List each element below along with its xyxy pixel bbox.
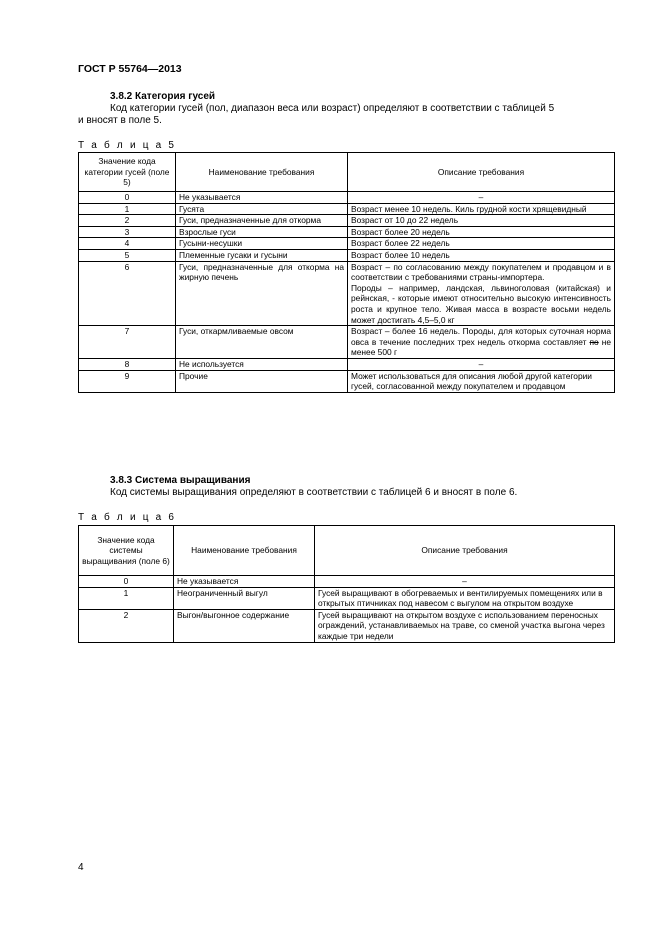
name-cell: Прочие <box>176 370 348 392</box>
desc-cell: – <box>315 576 615 588</box>
name-cell: Не указывается <box>174 576 315 588</box>
table5-header-code: Значение кода категории гусей (поле 5) <box>79 153 176 192</box>
code-cell: 2 <box>79 609 174 642</box>
table-row <box>79 215 615 227</box>
name-cell: Гуси, предназначенные для откорма <box>176 215 348 227</box>
section-heading-3-8-2: 3.8.2 Категория гусей <box>110 91 216 102</box>
section-heading-3-8-3: 3.8.3 Система выращивания <box>110 475 251 486</box>
table6-header-code: Значение кода системы выращивания (поле 6) <box>79 526 174 576</box>
table-row <box>79 358 615 370</box>
page-number: 4 <box>78 862 84 873</box>
name-cell: Гусята <box>176 203 348 215</box>
code-cell: 0 <box>79 576 174 588</box>
standard-designation: ГОСТ Р 55764—2013 <box>78 63 182 75</box>
table-row <box>79 261 615 326</box>
code-cell: 0 <box>79 192 176 204</box>
table6-header-name: Наименование требования <box>174 526 315 576</box>
desc-paragraph: Породы – например, ландская, львиноголовая (китайская) и рейнская, - которые имеют относительно высокую интенсивность роста и крупное тело. Живая масса в возрасте восьми недель может достигать 4,5–5,0 кг <box>351 282 611 325</box>
table5 <box>78 152 615 393</box>
name-cell: Племенные гусаки и гусыни <box>176 249 348 261</box>
name-cell: Неограниченный выгул <box>174 587 315 609</box>
table6-header-desc: Описание требования <box>315 526 615 576</box>
code-cell: 2 <box>79 215 176 227</box>
desc-paragraph: Возраст – по согласованию между покупателем и продавцом и в соответствии с требованиями страны-импортера. <box>351 261 611 283</box>
table-row <box>79 192 615 204</box>
name-cell: Гусыни-несушки <box>176 238 348 250</box>
desc-cell: Может использоваться для описания любой другой категории гусей, согласованной между покупателем и продавцом <box>348 370 615 392</box>
desc-cell <box>348 326 615 359</box>
code-cell: 1 <box>79 203 176 215</box>
struck-text: по <box>589 336 599 347</box>
desc-cell: Возраст более 20 недель <box>348 226 615 238</box>
table5-caption: Т а б л и ц а 5 <box>78 140 177 151</box>
table-row <box>79 249 615 261</box>
code-cell: 1 <box>79 587 174 609</box>
code-cell: 9 <box>79 370 176 392</box>
table6 <box>78 525 615 643</box>
name-cell: Гуси, предназначенные для откорма на жирную печень <box>176 261 348 326</box>
desc-cell: Возраст менее 10 недель. Киль грудной кости хрящевидный <box>348 203 615 215</box>
desc-cell: Возраст более 22 недель <box>348 238 615 250</box>
desc-cell: Гусей выращивают на открытом воздухе с использованием переносных ограждений, устанавливаемых на траве, со сменой участка выгона через каждые три недели <box>315 609 615 642</box>
desc-cell: Возраст от 10 до 22 недель <box>348 215 615 227</box>
desc-text: не менее 500 г <box>351 336 611 358</box>
name-cell: Не указывается <box>176 192 348 204</box>
table-row <box>79 576 615 588</box>
desc-cell: Возраст более 10 недель <box>348 249 615 261</box>
table-row <box>79 370 615 392</box>
table5-header-name: Наименование требования <box>176 153 348 192</box>
name-cell: Не используется <box>176 358 348 370</box>
desc-cell: Гусей выращивают в обогреваемых и вентилируемых помещениях или в открытых птичниках под навесом с выгулом на открытом воздухе <box>315 587 615 609</box>
table6-caption: Т а б л и ц а 6 <box>78 512 177 523</box>
table-row <box>79 226 615 238</box>
name-cell: Гуси, откармливаемые овсом <box>176 326 348 359</box>
desc-cell: – <box>348 192 615 204</box>
name-cell: Взрослые гуси <box>176 226 348 238</box>
code-cell: 4 <box>79 238 176 250</box>
desc-cell: – <box>348 358 615 370</box>
table-row <box>79 203 615 215</box>
table-row <box>79 609 615 642</box>
name-cell: Выгон/выгонное содержание <box>174 609 315 642</box>
desc-text: Возраст – более 16 недель. Породы, для которых суточная норма овса в течение последних трех недель откорма составляет <box>351 326 611 347</box>
table-row <box>79 326 615 359</box>
table5-header-desc: Описание требования <box>348 153 615 192</box>
code-cell: 6 <box>79 261 176 326</box>
table-row <box>79 587 615 609</box>
desc-cell <box>348 261 615 326</box>
section-3-8-2-intro-line2: и вносят в поле 5. <box>78 115 162 126</box>
code-cell: 3 <box>79 226 176 238</box>
table-row <box>79 238 615 250</box>
code-cell: 7 <box>79 326 176 359</box>
section-3-8-2-intro-line1: Код категории гусей (пол, диапазон веса или возраст) определяют в соответствии с таблицей 5 <box>110 103 555 114</box>
table6-header-row <box>79 526 615 576</box>
code-cell: 8 <box>79 358 176 370</box>
table5-header-row <box>79 153 615 192</box>
section-3-8-3-intro: Код системы выращивания определяют в соответствии с таблицей 6 и вносят в поле 6. <box>110 487 518 498</box>
code-cell: 5 <box>79 249 176 261</box>
